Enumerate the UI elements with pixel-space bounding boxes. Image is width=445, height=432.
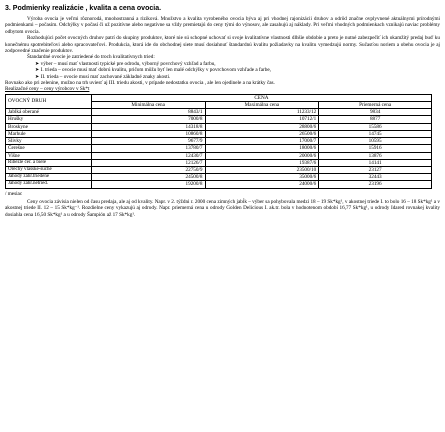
section-heading: 3. Podmienky realizácie , kvalita a cena ovocia. (5, 5, 162, 12)
class-text: výber – musí mať vlastnosti typické pre odrodu, výborný povrchový vzhľad a farbu, (40, 60, 216, 67)
col-min-header: Minimálna cena (91, 102, 205, 109)
cell-min: 14318/8 (91, 123, 205, 130)
table-row (6, 152, 432, 159)
cell-avg: 8877 (319, 116, 432, 123)
cell-min: 7000/8 (91, 116, 205, 123)
col-avg-header: Priemerná cena (319, 102, 432, 109)
cell-druh: Hrušky (6, 116, 92, 123)
cell-max: 24000/6 (205, 181, 319, 188)
price-table (5, 94, 432, 189)
cell-druh: Višne (6, 152, 92, 159)
closing-paragraph: Ceny ovocia závisia nielen od času predaja, ale aj od kvality. Napr. v 2. týždni r. 2000 cena zimných jabĺk – výber sa pohybovala medzi 18 – 19 Sk*kg¹, v akostnej triede I. to bolo 16 – 18 Sk*kg¹ a v akostnej triede II. 12 – 15 Sk*kg⁻¹. Rozdielne ceny vykazujú aj odrody. Napr. priemerná cena u odrody Golden Delicious I. ak.tr. bola v hodnotenom období 16,77 Sk*kg¹, u odrody Idared rovnakej kvality dosiahla cena 16,50 Sk*kg¹ a u odrody Šampión až 17 Sk*kg¹. (5, 198, 440, 218)
cell-avg: 14745 (319, 130, 432, 137)
table-row (6, 181, 432, 188)
table-row (6, 145, 432, 152)
cell-min: 12126/7 (91, 159, 205, 166)
table-row (6, 109, 432, 116)
cell-max: 18000/6 (205, 145, 319, 152)
standard-intro: Štandardné ovocie je zatriedené do troch kvalitatívnych tried: (27, 54, 155, 61)
cell-druh: Marhule (6, 130, 92, 137)
paragraph-1: Výroba ovocia je veľmi rôznorodá, mnohostranná a riziková. Množstvo a kvalita vyrobeného ovocia býva aj pri vhodnej rajonizácii druhov a odrôd značne ovplyvnené aktuálnymi prírodnými podmienkami – počasím. Odchýlky v počasí či už pozitívne alebo negatívne sa vždy premietajú do ceny tými do výnosov, ale zasahujú aj náklady. Pri veľmi vhodných podmienkach vznikajú naviac problémy odbytom ovocia. (5, 16, 440, 35)
cell-druh: Orechy vlašske-suché (6, 166, 92, 173)
cena-header: CENA (91, 94, 431, 101)
table-row (6, 123, 432, 130)
cell-max: 11233/12 (205, 109, 319, 116)
cell-druh: Broskyne (6, 123, 92, 130)
cell-max: 17000/7 (205, 138, 319, 145)
cell-max: 35000/6 (205, 174, 319, 181)
cell-druh: Jablká oberané (6, 109, 92, 116)
cell-min: 12430/7 (91, 152, 205, 159)
cell-min: 9677/9 (91, 138, 205, 145)
cell-avg: 10595 (319, 138, 432, 145)
cell-druh: Jahody záhr.triedené (6, 174, 92, 181)
table-row (6, 159, 432, 166)
cell-druh: Jahody záhr.netried. (6, 181, 92, 188)
class-item: ➤ II. trieda – ovocie musí mať zachované základné znaky akosti. (35, 73, 171, 80)
cell-max: 28800/6 (205, 123, 319, 130)
cell-avg: 32443 (319, 174, 432, 181)
class-text: II. trieda – ovocie musí mať zachované základné znaky akosti. (40, 73, 171, 80)
cell-max: 23500/10 (205, 166, 319, 173)
footnote: / mesiac (5, 190, 23, 197)
table-caption: Realizačné ceny – ceny výrobcov v Sk*t (5, 86, 90, 93)
cell-avg: 23127 (319, 166, 432, 173)
cell-avg: 23196 (319, 181, 432, 188)
cell-max: 10712/1 (205, 116, 319, 123)
table-row (6, 166, 432, 173)
col-druh-header: OVOCNÝ DRUH (6, 94, 92, 108)
paragraph-after-classes: Rovnako ako pri zelenine, možno na trh uviesť aj III. triedu akosti, v prípade nedostatku ovocia , ale len ojedinele a na krátky čas. (5, 80, 275, 87)
table-row (6, 130, 432, 137)
class-item: ➤ výber – musí mať vlastnosti typické pre odrodu, výborný povrchový vzhľad a farbu, (35, 60, 216, 67)
cell-avg: 15586 (319, 123, 432, 130)
cell-max: 20000/6 (205, 152, 319, 159)
cell-avg: 15916 (319, 145, 432, 152)
table-row (6, 138, 432, 145)
table-row (6, 116, 432, 123)
cell-min: 22750/9 (91, 166, 205, 173)
cell-min: 24500/8 (91, 174, 205, 181)
class-text: I. trieda – ovocie musí mať dobrú kvalitu, pričom môžu byť len malé odchýlky v povrchovom vzhľade a farbe, (40, 67, 271, 74)
quality-classes-list (35, 61, 440, 80)
cell-max: 19387/6 (205, 159, 319, 166)
cell-avg: 14141 (319, 159, 432, 166)
cell-druh: Slivky (6, 138, 92, 145)
cell-max: 26500/6 (205, 130, 319, 137)
cell-min: 8843/1 (91, 109, 205, 116)
col-max-header: Maximálna cena (205, 102, 319, 109)
table-row (6, 174, 432, 181)
cell-druh: Čerešne (6, 145, 92, 152)
cell-min: 13780/7 (91, 145, 205, 152)
cell-avg: 13876 (319, 152, 432, 159)
cell-min: 19200/8 (91, 181, 205, 188)
cell-druh: Ríbezle čer. a biele (6, 159, 92, 166)
cell-avg: 9834 (319, 109, 432, 116)
class-item: ➤ I. trieda – ovocie musí mať dobrú kvalitu, pričom môžu byť len malé odchýlky v povrchovom vzhľade a farbe, (35, 67, 271, 74)
paragraph-2: Rozhodujúci počet ovocných druhov patrí do skupiny produktov, ktoré nie sú schopné uchovať si svoje kvalitatívne vlastnosti dlhšie obdobie a preto je nutné zabezpečiť ich okamžitý predaj buď ku konečnému spotrebiteľovi alebo spracovateľovi. Produkcia, ktorá ide do obchodnej siete musí dosiahnuť štandardnú kvalitu požiadavky na kvalitu vymedzujú normy. Sučasťou noriem a obehu ovocia je aj zodpovedné značenie produktov. (5, 35, 440, 55)
cell-min: 10860/8 (91, 130, 205, 137)
